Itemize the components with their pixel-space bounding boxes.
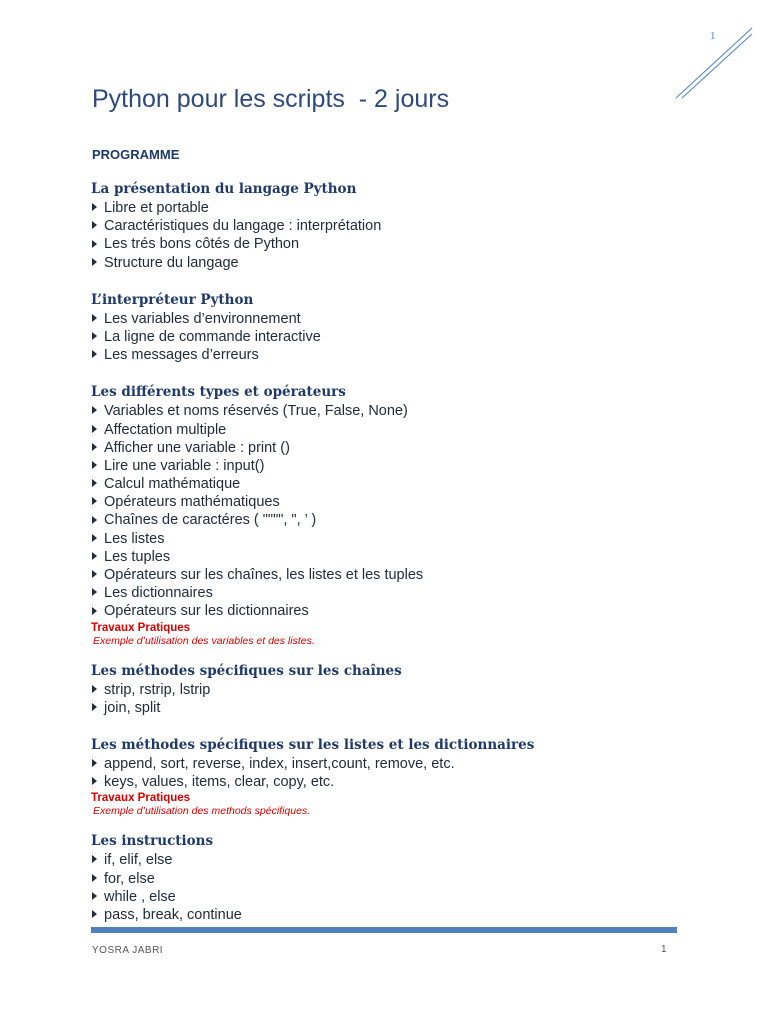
bullet-list xyxy=(91,199,691,272)
document-title: Python pour les scripts - 2 jours xyxy=(92,85,450,113)
practical-work-title: Travaux Pratiques xyxy=(91,792,191,805)
bullet-list xyxy=(91,310,691,365)
list-item xyxy=(91,493,691,511)
list-item xyxy=(91,457,691,475)
triangle-bullet-icon xyxy=(92,910,97,918)
list-item-text: Structure du langage xyxy=(104,254,239,271)
bullet-list xyxy=(91,755,691,791)
triangle-bullet-icon xyxy=(92,874,97,882)
list-item xyxy=(91,217,691,235)
course-outline xyxy=(91,180,691,924)
triangle-bullet-icon xyxy=(92,570,97,578)
triangle-bullet-icon xyxy=(92,534,97,542)
practical-work-title: Travaux Pratiques xyxy=(91,621,191,634)
section xyxy=(91,832,691,924)
triangle-bullet-icon xyxy=(92,777,97,785)
triangle-bullet-icon xyxy=(92,332,97,340)
list-item-text: Les dictionnaires xyxy=(104,585,213,602)
triangle-bullet-icon xyxy=(92,461,97,469)
list-item xyxy=(91,402,691,420)
list-item-text: Opérateurs sur les chaînes, les listes et les tuples xyxy=(104,567,424,583)
list-item xyxy=(91,870,691,888)
list-item xyxy=(91,235,691,253)
list-item xyxy=(91,254,691,272)
list-item-text: for, else xyxy=(104,870,155,887)
list-item-text: Opérateurs mathématiques xyxy=(104,494,280,511)
triangle-bullet-icon xyxy=(92,258,97,266)
list-item-text: Les listes xyxy=(104,530,165,547)
list-item xyxy=(91,681,691,699)
section xyxy=(91,291,691,365)
triangle-bullet-icon xyxy=(92,607,97,615)
list-item-text: Libre et portable xyxy=(104,200,209,216)
list-item-text: Les messages d’erreurs xyxy=(104,347,259,364)
footer-author: YOSRA JABRI xyxy=(92,945,164,956)
triangle-bullet-icon xyxy=(92,588,97,596)
bullet-list xyxy=(91,402,691,620)
practical-work-description: Exemple d’utilisation des variables et des listes. xyxy=(93,634,315,647)
list-item xyxy=(91,602,691,620)
list-item xyxy=(91,475,691,493)
section-heading: Les différents types et opérateurs xyxy=(91,384,346,401)
bullet-list xyxy=(91,851,691,924)
list-item xyxy=(91,584,691,602)
footer-page-number: 1 xyxy=(661,944,667,955)
section-heading: L’interpréteur Python xyxy=(91,291,254,308)
triangle-bullet-icon xyxy=(92,685,97,693)
list-item-text: Afficher une variable : print () xyxy=(104,439,290,456)
section xyxy=(91,736,691,818)
list-item xyxy=(91,199,691,217)
triangle-bullet-icon xyxy=(92,703,97,711)
list-item xyxy=(91,906,691,924)
list-item xyxy=(91,511,691,529)
list-item-text: Opérateurs sur les dictionnaires xyxy=(104,603,309,620)
section-heading: Les méthodes spécifiques sur les chaînes xyxy=(91,662,402,679)
list-item-text: Lire une variable : input() xyxy=(104,457,265,474)
list-item-text: while , else xyxy=(104,888,176,905)
section xyxy=(91,180,691,272)
list-item-text: strip, rstrip, lstrip xyxy=(104,681,211,698)
list-item xyxy=(91,888,691,906)
section xyxy=(91,662,691,717)
list-item xyxy=(91,851,691,869)
list-item-text: Les variables d’environnement xyxy=(104,310,301,327)
triangle-bullet-icon xyxy=(92,240,97,248)
triangle-bullet-icon xyxy=(92,203,97,211)
triangle-bullet-icon xyxy=(92,855,97,863)
list-item-text: Affectation multiple xyxy=(104,421,227,438)
triangle-bullet-icon xyxy=(92,892,97,900)
section xyxy=(91,383,691,647)
list-item xyxy=(91,755,691,773)
list-item-text: Chaînes de caractéres ( """", ", ’ ) xyxy=(104,512,317,529)
list-item xyxy=(91,421,691,439)
triangle-bullet-icon xyxy=(92,497,97,505)
triangle-bullet-icon xyxy=(92,406,97,414)
list-item xyxy=(91,773,691,791)
practical-work-description: Exemple d’utilisation des methods spécifiques. xyxy=(93,805,311,818)
list-item-text: Caractéristiques du langage : interprétation xyxy=(104,218,382,235)
list-item-text: Les trés bons côtés de Python xyxy=(104,236,300,253)
triangle-bullet-icon xyxy=(92,425,97,433)
section-heading: La présentation du langage Python xyxy=(91,181,357,197)
section-heading: Les méthodes spécifiques sur les listes et les dictionnaires xyxy=(91,736,535,753)
list-item-text: append, sort, reverse, index, insert,count, remove, etc. xyxy=(104,755,455,772)
triangle-bullet-icon xyxy=(92,350,97,358)
list-item-text: Calcul mathématique xyxy=(104,476,241,493)
list-item xyxy=(91,346,691,364)
bullet-list xyxy=(91,681,691,717)
triangle-bullet-icon xyxy=(92,759,97,767)
list-item xyxy=(91,310,691,328)
triangle-bullet-icon xyxy=(92,443,97,451)
corner-page-number: 1 xyxy=(710,30,716,42)
list-item-text: Les tuples xyxy=(104,548,171,565)
triangle-bullet-icon xyxy=(92,221,97,229)
section-heading: Les instructions xyxy=(91,833,214,850)
footer-divider xyxy=(91,927,677,933)
triangle-bullet-icon xyxy=(92,479,97,487)
triangle-bullet-icon xyxy=(92,516,97,524)
triangle-bullet-icon xyxy=(92,314,97,322)
list-item-text: pass, break, continue xyxy=(104,906,242,923)
list-item xyxy=(91,530,691,548)
programme-label: PROGRAMME xyxy=(92,147,180,162)
list-item xyxy=(91,328,691,346)
list-item xyxy=(91,699,691,717)
list-item-text: La ligne de commande interactive xyxy=(104,328,321,345)
list-item xyxy=(91,439,691,457)
triangle-bullet-icon xyxy=(92,552,97,560)
list-item-text: keys, values, items, clear, copy, etc. xyxy=(104,774,335,791)
list-item-text: join, split xyxy=(104,699,161,716)
list-item xyxy=(91,566,691,584)
list-item-text: if, elif, else xyxy=(104,852,173,869)
list-item xyxy=(91,548,691,566)
list-item-text: Variables et noms réservés (True, False, None) xyxy=(104,403,408,420)
